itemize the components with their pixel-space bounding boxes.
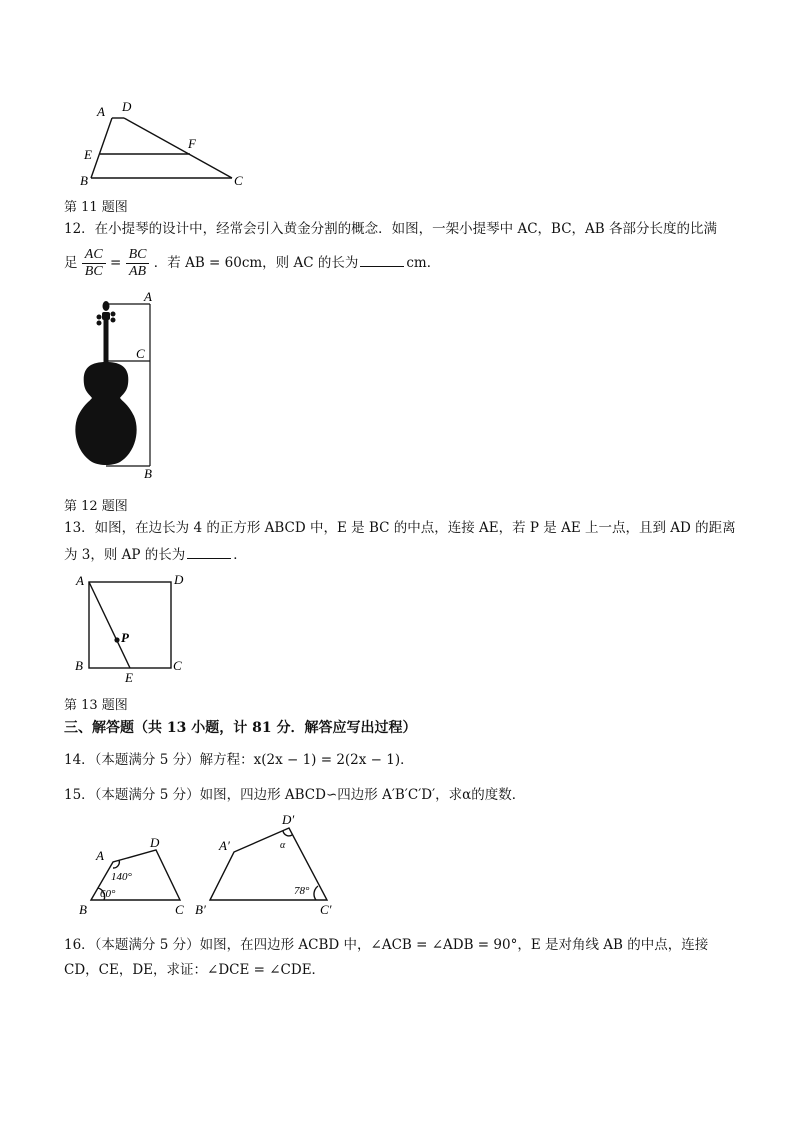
fig15-angle-60: 60° [100,888,116,900]
q12-fraction-2 [126,247,150,280]
fig13-label-p: P [121,630,129,645]
violin-silhouette [75,301,136,465]
fig15-label-d-prime: D′ [282,812,295,827]
fig15-label-c-prime: C′ [320,902,332,917]
fig15-label-a: A [96,848,104,863]
figure-11 [80,98,260,190]
figure-13 [72,570,192,682]
fig11-label-b: B [80,173,88,188]
fig13-label-e: E [125,670,133,682]
q14-text: 14．（本题满分 5 分）解方程：x(2x − 1) = 2(2x − 1)． [64,752,414,768]
q12-line1: 12．在小提琴的设计中，经常会引入黄金分割的概念．如图，一架小提琴中 AC，BC，AB 各部分长度的比满 [64,221,718,237]
fig11-label-e: E [84,147,92,162]
fig15-angle-alpha: α [280,840,286,851]
q12-line2 [64,242,440,284]
q12-eq: = [109,255,122,271]
q13-answer-blank[interactable] [187,546,231,559]
fig15-label-b-prime: B′ [195,902,206,917]
q12-frac1-num: AC [82,247,106,264]
figure-12 [70,292,170,482]
q13-line2-prefix: 为 3，则 AP 的长为 [64,547,186,563]
q13-line2 [64,545,247,565]
q12-frac2-den: AB [128,264,147,279]
fig13-label-c: C [173,658,182,673]
fig15-angle-78: 78° [294,885,310,897]
fig11-label-c: C [234,173,243,188]
fig12-caption: 第 12 题图 [64,499,128,514]
point-p [114,637,119,642]
fig11-caption: 第 11 题图 [64,200,128,215]
q12-frac2-num: BC [126,247,150,264]
fig13-label-d: D [174,572,184,587]
q12-prefix: 足 [64,255,78,271]
fig13-label-b: B [75,658,83,673]
figure-15 [76,810,356,922]
fig15-label-d: D [150,835,160,850]
q16-line1: 16．（本题满分 5 分）如图，在四边形 ACBD 中，∠ACB = ∠ADB = 90°，E 是对角线 AB 的中点，连接 [64,937,709,953]
fig12-label-b: B [144,466,152,481]
fig12-label-a: A [144,292,152,304]
q16-line2: CD，CE，DE，求证：∠DCE = ∠CDE． [64,962,326,978]
fig15-label-c: C [175,902,184,917]
fig15-angle-140: 140° [111,871,132,883]
fig13-caption: 第 13 题图 [64,698,128,713]
fig11-label-d: D [122,99,132,114]
fig11-label-a: A [97,104,105,119]
fig12-label-c: C [136,346,145,361]
q12-fraction-1 [82,247,106,280]
section3-heading: 三、解答题（共 13 小题，计 81 分．解答应写出过程） [64,720,417,736]
q15-text: 15．（本题满分 5 分）如图，四边形 ABCD∽四边形 A′B′C′D′，求α的度数． [64,787,526,803]
fig15-label-b: B [79,902,87,917]
q13-line2-suffix: ． [233,547,247,563]
fig13-label-a: A [76,573,84,588]
q12-suffix: cm． [406,255,441,271]
q12-mid: ．若 AB = 60cm，则 AC 的长为 [153,255,359,271]
q12-answer-blank[interactable] [360,254,404,267]
fig11-label-f: F [188,136,196,151]
fig15-label-a-prime: A′ [219,838,230,853]
q12-frac1-den: BC [84,264,103,279]
q13-line1: 13．如图，在边长为 4 的正方形 ABCD 中，E 是 BC 的中点，连接 AE，若 P 是 AE 上一点，且到 AD 的距离 [64,520,736,536]
